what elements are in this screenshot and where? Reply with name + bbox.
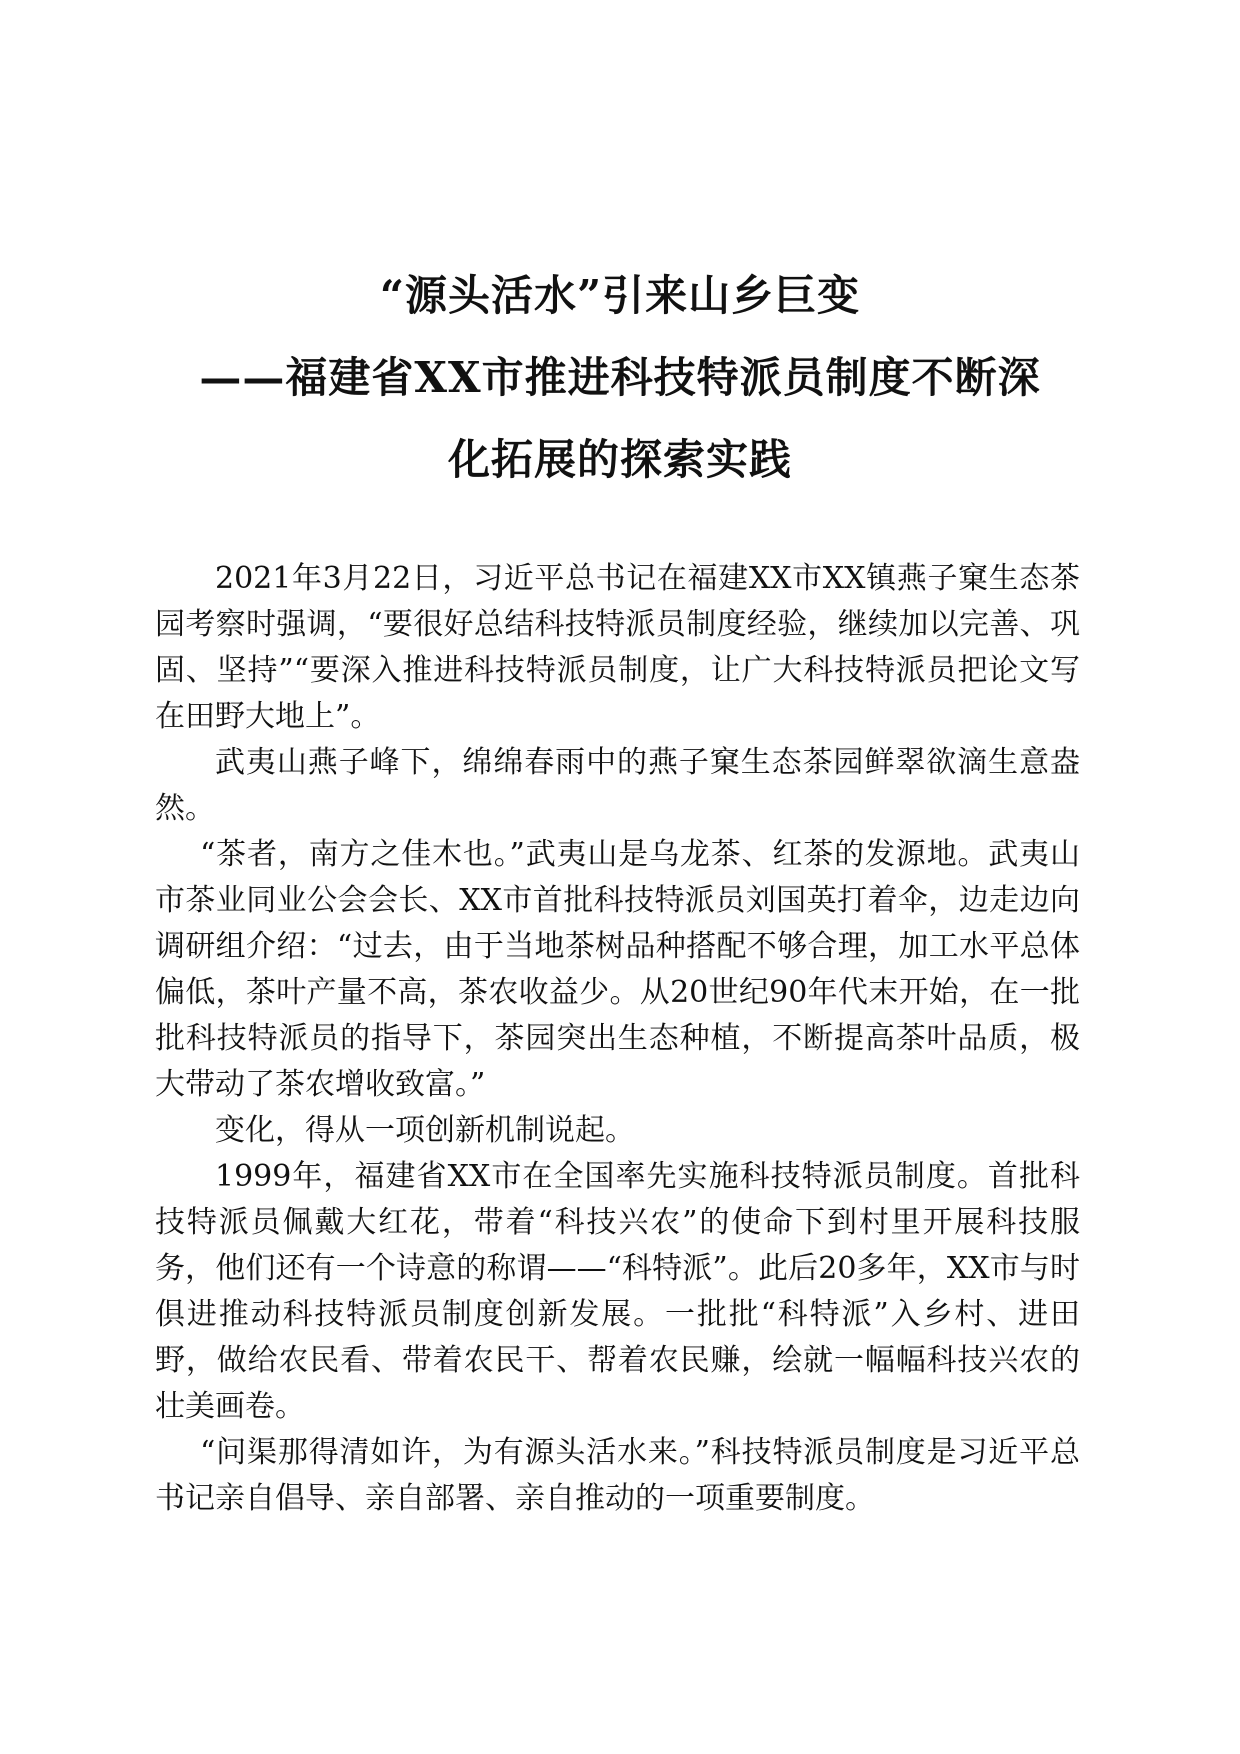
paragraph-2: 武夷山燕子峰下，绵绵春雨中的燕子窠生态茶园鲜翠欲滴生意盎然。 <box>155 745 1080 826</box>
title-line-1: “源头活水”引来山乡巨变 <box>379 271 861 320</box>
paragraph-1: 2021年3月22日，习近平总书记在福建XX市XX镇燕子窠生态茶园考察时强调，“要很好总结科技特派员制度经验，继续加以完善、巩固、坚持”“要深入推进科技特派员制度，让广大科技特派员把论文写在田野大地上”。 <box>155 561 1080 734</box>
document-body <box>155 556 1080 1522</box>
paragraph-3: “茶者，南方之佳木也。”武夷山是乌龙茶、红茶的发源地。武夷山市茶业同业公会会长、XX市首批科技特派员刘国英打着伞，边走边向调研组介绍：“过去，由于当地茶树品种搭配不够合理，加工水平总体偏低，茶叶产量不高，茶农收益少。从20世纪90年代末开始，在一批批科技特派员的指导下，茶园突出生态种植，不断提高茶叶品质，极大带动了茶农增收致富。” <box>155 837 1080 1102</box>
document-title <box>150 255 1090 501</box>
paragraph-5: 1999年，福建省XX市在全国率先实施科技特派员制度。首批科技特派员佩戴大红花，带着“科技兴农”的使命下到村里开展科技服务，他们还有一个诗意的称谓——“科特派”。此后20多年，XX市与时俱进推动科技特派员制度创新发展。一批批“科特派”入乡村、进田野，做给农民看、带着农民干、帮着农民赚，绘就一幅幅科技兴农的壮美画卷。 <box>155 1159 1080 1424</box>
title-line-2: ——福建省XX市推进科技特派员制度不断深 <box>199 353 1041 402</box>
paragraph-4: 变化，得从一项创新机制说起。 <box>215 1113 635 1148</box>
title-line-3: 化拓展的探索实践 <box>447 435 792 484</box>
paragraph-6: “问渠那得清如许，为有源头活水来。”科技特派员制度是习近平总书记亲自倡导、亲自部署、亲自推动的一项重要制度。 <box>155 1435 1080 1516</box>
